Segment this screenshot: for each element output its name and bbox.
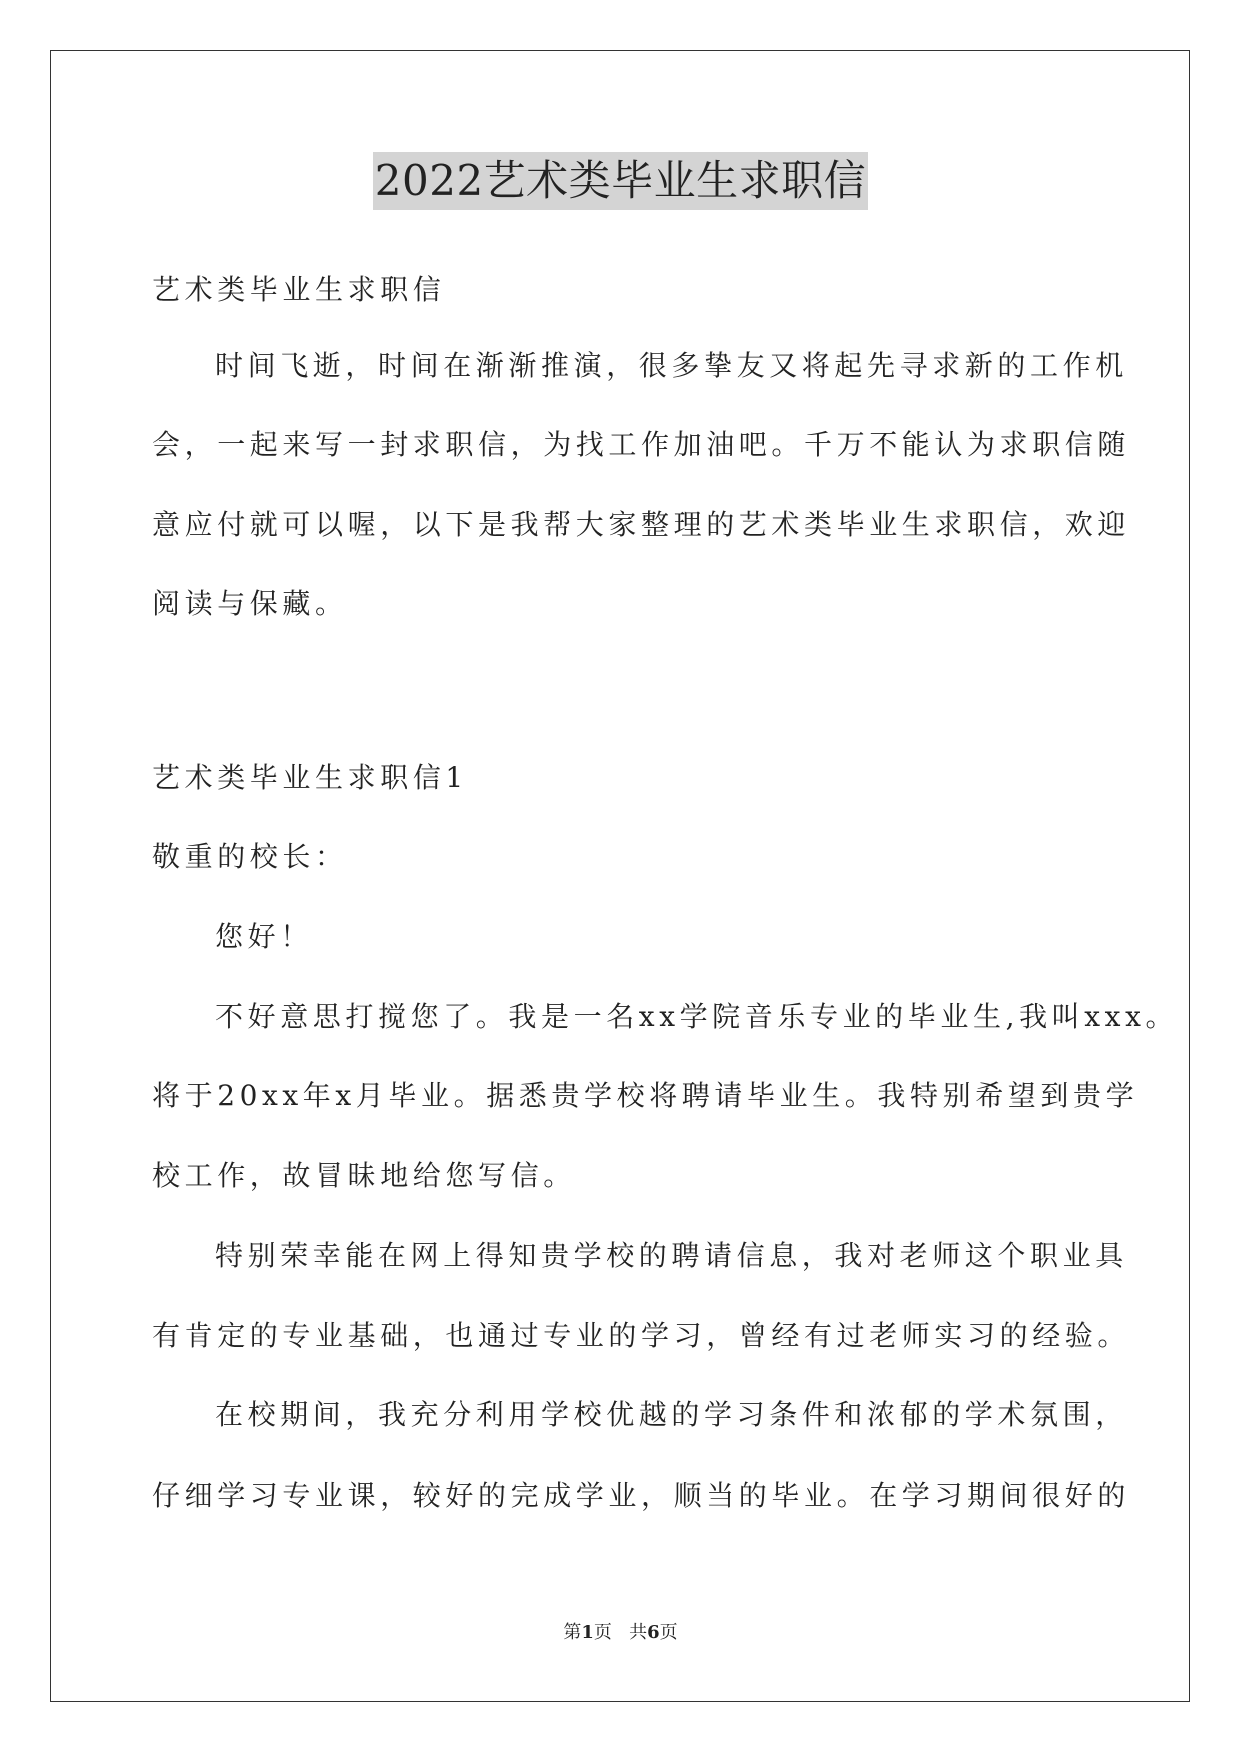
paragraph-line: 有肯定的专业基础，也通过专业的学习，曾经有过老师实习的经验。: [152, 1319, 1131, 1352]
title-container: [0, 152, 1241, 210]
document-title: 2022艺术类毕业生求职信: [373, 152, 868, 210]
paragraph-line: 意应付就可以喔，以下是我帮大家整理的艺术类毕业生求职信，欢迎: [152, 508, 1131, 541]
paragraph-line: 将于20xx年x月毕业。据悉贵学校将聘请毕业生。我特别希望到贵学: [152, 1079, 1139, 1112]
paragraph-line: 时间飞逝，时间在渐渐推演，很多挚友又将起先寻求新的工作机: [215, 349, 1128, 382]
paragraph-line: 不好意思打搅您了。我是一名xx学院音乐专业的毕业生,我叫xxx。: [215, 1000, 1179, 1033]
footer-suffix: 页: [659, 1622, 678, 1643]
paragraph-line: 仔细学习专业课，较好的完成学业，顺当的毕业。在学习期间很好的: [152, 1479, 1131, 1512]
footer-current-page: 1: [581, 1622, 594, 1643]
paragraph-line: 在校期间，我充分利用学校优越的学习条件和浓郁的学术氛围，: [215, 1398, 1128, 1431]
paragraph-line: 会，一起来写一封求职信，为找工作加油吧。千万不能认为求职信随: [152, 428, 1131, 461]
greeting: 您好！: [215, 920, 313, 953]
section-heading: 艺术类毕业生求职信1: [152, 761, 468, 794]
footer-total-pages: 6: [647, 1622, 660, 1643]
paragraph-line: 特别荣幸能在网上得知贵学校的聘请信息，我对老师这个职业具: [215, 1239, 1128, 1272]
intro-heading: 艺术类毕业生求职信: [152, 273, 446, 306]
salutation: 敬重的校长：: [152, 840, 348, 873]
page-footer: [0, 1621, 1241, 1645]
paragraph-line: 校工作，故冒昧地给您写信。: [152, 1159, 576, 1192]
footer-mid: 页 共: [593, 1622, 648, 1643]
footer-prefix: 第: [563, 1622, 582, 1643]
paragraph-line: 阅读与保藏。: [152, 587, 348, 620]
